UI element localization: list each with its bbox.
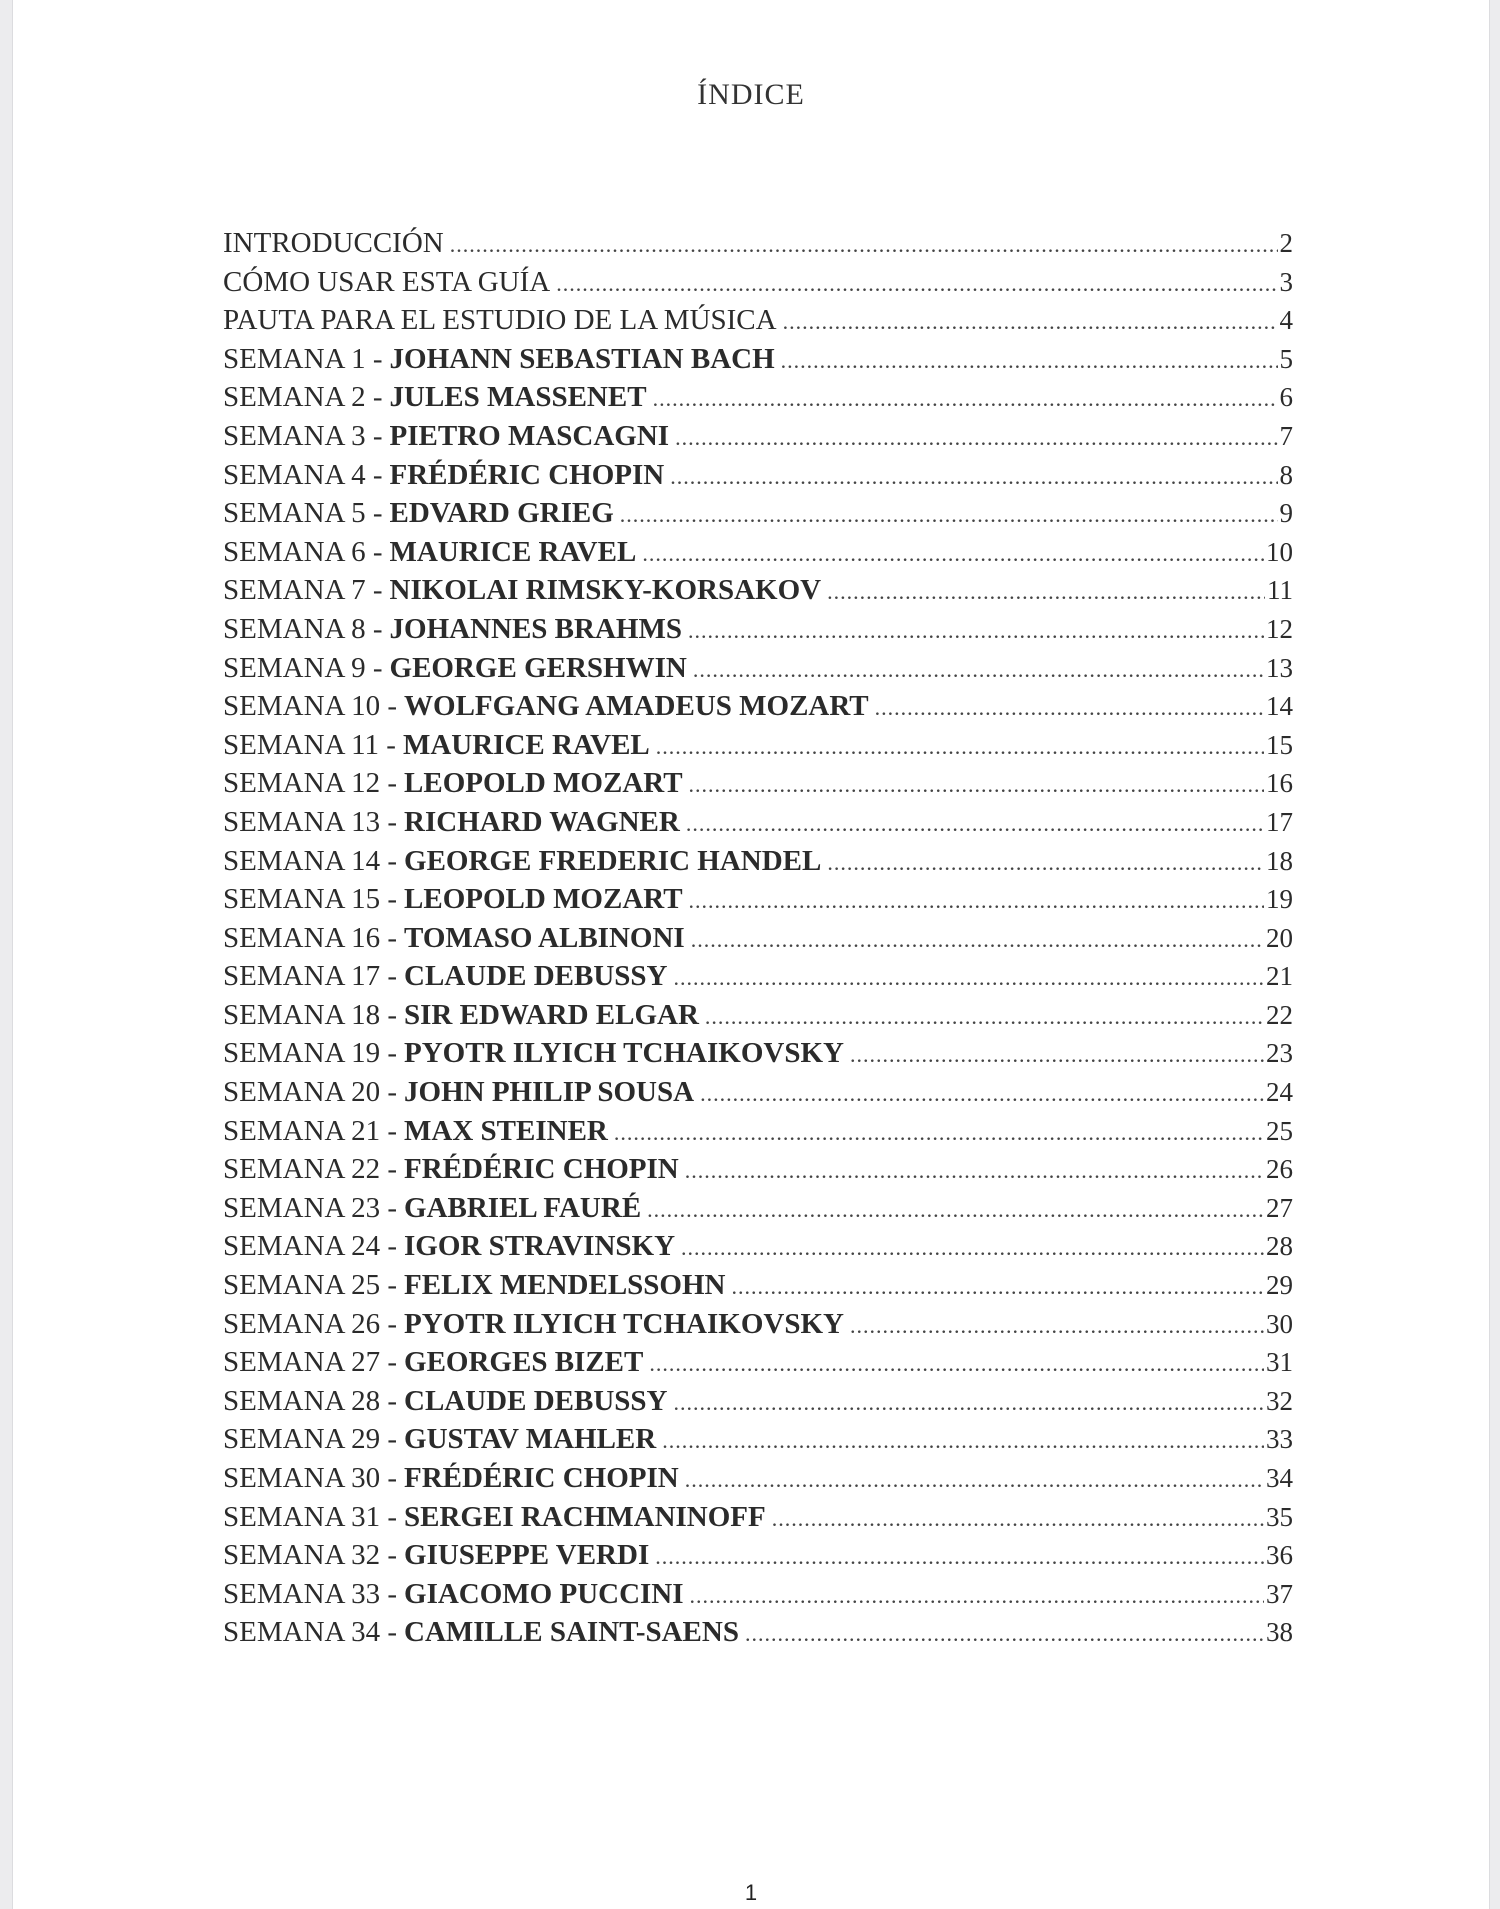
toc-entry-composer: CAMILLE SAINT-SAENS bbox=[404, 1616, 739, 1649]
toc-entry-composer: WOLFGANG AMADEUS MOZART bbox=[404, 690, 869, 723]
toc-entry-page: 10 bbox=[1266, 536, 1293, 567]
toc-entry-composer: JOHN PHILIP SOUSA bbox=[404, 1076, 695, 1109]
dot-leader bbox=[647, 1191, 1264, 1230]
toc-entry-composer: FELIX MENDELSSOHN bbox=[404, 1269, 726, 1302]
toc-entry-composer: MAURICE RAVEL bbox=[389, 535, 637, 568]
toc-entry-page: 17 bbox=[1266, 806, 1293, 837]
toc-entry[interactable] bbox=[223, 842, 1293, 881]
toc-entry[interactable] bbox=[223, 533, 1293, 572]
toc-entry-page: 27 bbox=[1266, 1192, 1293, 1223]
toc-entry-page: 31 bbox=[1266, 1347, 1293, 1378]
dot-leader bbox=[674, 1384, 1265, 1423]
page-number: 1 bbox=[744, 1880, 758, 1905]
toc-entry[interactable] bbox=[223, 456, 1293, 495]
toc-entry-label: SEMANA 21 - bbox=[223, 1114, 398, 1147]
toc-entry[interactable] bbox=[223, 340, 1293, 379]
toc-entry-label: SEMANA 7 - bbox=[223, 574, 383, 607]
toc-entry-page: 2 bbox=[1279, 228, 1293, 258]
toc-entry-label: SEMANA 8 - bbox=[223, 612, 383, 645]
toc-entry-page: 32 bbox=[1266, 1385, 1293, 1416]
toc-entry[interactable] bbox=[223, 764, 1293, 803]
toc-entry-page: 5 bbox=[1279, 343, 1293, 374]
toc-entry[interactable] bbox=[223, 996, 1293, 1035]
toc-entry-composer: FRÉDÉRIC CHOPIN bbox=[404, 1462, 679, 1494]
dot-leader bbox=[693, 651, 1264, 690]
toc-entry-page: 23 bbox=[1266, 1038, 1293, 1069]
toc-entry-composer: GIUSEPPE VERDI bbox=[404, 1539, 650, 1572]
toc-entry-composer: JOHANN SEBASTIAN BACH bbox=[389, 342, 775, 375]
toc-entry-page: 20 bbox=[1266, 922, 1293, 953]
toc-entry-composer: JOHANNES BRAHMS bbox=[389, 612, 682, 645]
toc-entry-label: INTRODUCCIÓN bbox=[223, 227, 444, 259]
dot-leader bbox=[670, 458, 1277, 497]
dot-leader bbox=[783, 303, 1278, 342]
dot-leader bbox=[700, 1075, 1264, 1114]
toc-entry-composer: TOMASO ALBINONI bbox=[404, 921, 685, 954]
toc-entry-composer: GEORGES BIZET bbox=[404, 1346, 644, 1379]
toc-entry-label: SEMANA 32 - bbox=[223, 1539, 398, 1572]
dot-leader bbox=[675, 419, 1277, 458]
toc-entry-label: SEMANA 19 - bbox=[223, 1037, 398, 1070]
dot-leader bbox=[681, 1229, 1264, 1268]
dot-leader bbox=[705, 998, 1264, 1037]
dot-leader bbox=[772, 1500, 1264, 1539]
toc-entry[interactable] bbox=[223, 1034, 1293, 1073]
toc-entry[interactable] bbox=[223, 1613, 1293, 1652]
toc-entry-label: SEMANA 20 - bbox=[223, 1076, 398, 1109]
toc-entry[interactable] bbox=[223, 1575, 1293, 1614]
toc-entry-composer: GEORGE GERSHWIN bbox=[389, 651, 687, 684]
toc-entry-composer: CLAUDE DEBUSSY bbox=[404, 960, 668, 993]
toc-entry-page: 18 bbox=[1266, 845, 1293, 876]
toc-entry-page: 16 bbox=[1266, 768, 1293, 799]
toc-entry[interactable] bbox=[223, 378, 1293, 417]
toc-entry-composer: FRÉDÉRIC CHOPIN bbox=[404, 1153, 679, 1186]
toc-entry-label: SEMANA 17 - bbox=[223, 960, 398, 993]
toc-entry-composer: NIKOLAI RIMSKY-KORSAKOV bbox=[389, 574, 822, 607]
toc-entry-composer: PYOTR ILYICH TCHAIKOVSKY bbox=[404, 1037, 844, 1070]
toc-entry-page: 7 bbox=[1279, 420, 1293, 451]
toc-entry-label: SEMANA 33 - bbox=[223, 1577, 398, 1610]
toc-entry-label: SEMANA 2 - bbox=[223, 381, 383, 414]
toc-entry-label: SEMANA 13 - bbox=[223, 805, 398, 838]
toc-entry-composer: EDVARD GRIEG bbox=[389, 497, 614, 530]
toc-entry-composer: MAX STEINER bbox=[404, 1114, 608, 1147]
toc-entry-label: SEMANA 29 - bbox=[223, 1423, 398, 1456]
toc-entry-page: 30 bbox=[1266, 1308, 1293, 1339]
toc-entry-label: SEMANA 3 - bbox=[223, 419, 383, 452]
toc-entry-composer: IGOR STRAVINSKY bbox=[404, 1230, 676, 1263]
dot-leader bbox=[690, 1577, 1264, 1616]
toc-entry-page: 8 bbox=[1279, 459, 1293, 490]
toc-entry-page: 22 bbox=[1266, 999, 1293, 1030]
toc-entry-label: SEMANA 28 - bbox=[223, 1384, 398, 1417]
toc-entry-label: SEMANA 22 - bbox=[223, 1153, 398, 1186]
toc-entry-label: CÓMO USAR ESTA GUÍA bbox=[223, 265, 551, 298]
toc-entry[interactable] bbox=[223, 957, 1293, 996]
toc-entry-label: SEMANA 23 - bbox=[223, 1191, 398, 1224]
toc-entry-label: SEMANA 1 - bbox=[223, 342, 383, 375]
toc-entry-composer: JULES MASSENET bbox=[389, 381, 647, 414]
toc-entry-composer: PIETRO MASCAGNI bbox=[389, 419, 670, 452]
toc-entry[interactable] bbox=[223, 726, 1293, 765]
toc-entry-page: 13 bbox=[1266, 652, 1293, 683]
dot-leader bbox=[685, 1461, 1264, 1500]
toc-entry-page: 6 bbox=[1279, 382, 1293, 413]
toc-entry-label: SEMANA 11 - bbox=[223, 728, 396, 761]
dot-leader bbox=[649, 1345, 1264, 1384]
toc-entry-label: SEMANA 5 - bbox=[223, 497, 383, 530]
toc-entry-page: 14 bbox=[1266, 691, 1293, 722]
toc-entry-page: 4 bbox=[1279, 305, 1293, 336]
toc-entry[interactable] bbox=[223, 1536, 1293, 1575]
toc-entry[interactable] bbox=[223, 1150, 1293, 1189]
toc-entry[interactable] bbox=[223, 263, 1293, 302]
toc-entry-page: 37 bbox=[1266, 1578, 1293, 1609]
toc-entry[interactable] bbox=[223, 1266, 1293, 1305]
toc-entry-composer: SERGEI RACHMANINOFF bbox=[404, 1500, 766, 1533]
dot-leader bbox=[850, 1036, 1264, 1075]
toc-entry-composer: PYOTR ILYICH TCHAIKOVSKY bbox=[404, 1307, 844, 1340]
toc-entry[interactable] bbox=[223, 571, 1293, 610]
dot-leader bbox=[450, 226, 1278, 265]
dot-leader bbox=[827, 844, 1264, 883]
toc-entry[interactable] bbox=[223, 224, 1293, 263]
dot-leader bbox=[620, 496, 1278, 535]
toc-entry[interactable] bbox=[223, 803, 1293, 842]
toc-entry[interactable] bbox=[223, 1343, 1293, 1382]
dot-leader bbox=[674, 959, 1265, 998]
toc-entry-label: SEMANA 30 - bbox=[223, 1462, 398, 1494]
toc-entry[interactable] bbox=[223, 1227, 1293, 1266]
toc-entry-page: 19 bbox=[1266, 884, 1293, 915]
toc-entry[interactable] bbox=[223, 687, 1293, 726]
dot-leader bbox=[662, 1422, 1264, 1461]
toc-entry-composer: GUSTAV MAHLER bbox=[404, 1423, 657, 1456]
toc-entry[interactable] bbox=[223, 1073, 1293, 1112]
toc-entry-composer: MAURICE RAVEL bbox=[402, 728, 650, 761]
toc-entry[interactable] bbox=[223, 1459, 1293, 1498]
toc-entry-composer: LEOPOLD MOZART bbox=[404, 883, 683, 916]
toc-entry[interactable] bbox=[223, 1305, 1293, 1344]
toc-entry-label: SEMANA 18 - bbox=[223, 998, 398, 1031]
toc-entry-label: SEMANA 10 - bbox=[223, 690, 398, 723]
toc-entry-label: SEMANA 24 - bbox=[223, 1230, 398, 1263]
toc-entry-page: 12 bbox=[1266, 613, 1293, 644]
toc-entry-page: 3 bbox=[1279, 266, 1293, 297]
dot-leader bbox=[556, 265, 1277, 304]
dot-leader bbox=[686, 805, 1264, 844]
toc-entry-page: 24 bbox=[1266, 1077, 1293, 1108]
toc-entry[interactable] bbox=[223, 1498, 1293, 1537]
toc-entry[interactable] bbox=[223, 494, 1293, 533]
page-title: ÍNDICE bbox=[697, 78, 805, 111]
dot-leader bbox=[875, 689, 1264, 728]
toc-entry-composer: GEORGE FREDERIC HANDEL bbox=[404, 844, 822, 877]
dot-leader bbox=[691, 921, 1264, 960]
toc-entry[interactable] bbox=[223, 919, 1293, 958]
dot-leader bbox=[689, 882, 1264, 921]
toc-entry-page: 9 bbox=[1279, 498, 1293, 529]
dot-leader bbox=[745, 1615, 1264, 1654]
toc-entry-page: 29 bbox=[1266, 1270, 1293, 1301]
toc-entry-label: SEMANA 9 - bbox=[223, 651, 383, 684]
toc-entry-page: 25 bbox=[1266, 1115, 1293, 1146]
toc-entry-label: SEMANA 12 - bbox=[223, 767, 398, 800]
toc-entry-composer: GABRIEL FAURÉ bbox=[404, 1191, 642, 1224]
dot-leader bbox=[689, 766, 1264, 805]
toc-entry-composer: CLAUDE DEBUSSY bbox=[404, 1384, 668, 1417]
toc-entry-composer: FRÉDÉRIC CHOPIN bbox=[389, 458, 665, 491]
table-of-contents bbox=[223, 224, 1293, 1652]
toc-entry[interactable] bbox=[223, 1189, 1293, 1228]
toc-entry[interactable] bbox=[223, 417, 1293, 456]
toc-entry-label: SEMANA 27 - bbox=[223, 1346, 398, 1379]
toc-entry[interactable] bbox=[223, 301, 1293, 340]
toc-entry-label: SEMANA 4 - bbox=[223, 458, 383, 491]
toc-entry-page: 21 bbox=[1266, 961, 1293, 992]
toc-entry-label: SEMANA 34 - bbox=[223, 1616, 398, 1649]
toc-entry-page: 11 bbox=[1267, 575, 1293, 606]
dot-leader bbox=[688, 612, 1264, 651]
toc-entry-label: SEMANA 14 - bbox=[223, 844, 398, 877]
toc-entry-label: SEMANA 15 - bbox=[223, 883, 398, 916]
dot-leader bbox=[685, 1152, 1264, 1191]
toc-entry-page: 35 bbox=[1266, 1501, 1293, 1532]
toc-entry-label: SEMANA 16 - bbox=[223, 921, 398, 954]
toc-entry[interactable] bbox=[223, 1112, 1293, 1151]
dot-leader bbox=[656, 728, 1264, 767]
toc-entry-composer: LEOPOLD MOZART bbox=[404, 767, 683, 800]
toc-entry[interactable] bbox=[223, 1420, 1293, 1459]
toc-entry-label: PAUTA PARA EL ESTUDIO DE LA MÚSICA bbox=[223, 304, 777, 337]
toc-entry-label: SEMANA 31 - bbox=[223, 1500, 398, 1533]
dot-leader bbox=[827, 573, 1265, 612]
dot-leader bbox=[732, 1268, 1265, 1307]
toc-entry-composer: RICHARD WAGNER bbox=[404, 805, 680, 838]
toc-entry[interactable] bbox=[223, 1382, 1293, 1421]
toc-entry-label: SEMANA 26 - bbox=[223, 1307, 398, 1340]
toc-entry-composer: SIR EDWARD ELGAR bbox=[404, 998, 699, 1031]
dot-leader bbox=[642, 535, 1264, 574]
toc-entry-page: 34 bbox=[1266, 1463, 1293, 1493]
dot-leader bbox=[781, 342, 1278, 381]
toc-entry-page: 36 bbox=[1266, 1540, 1293, 1571]
toc-entry[interactable] bbox=[223, 610, 1293, 649]
toc-entry[interactable] bbox=[223, 880, 1293, 919]
dot-leader bbox=[653, 380, 1278, 419]
toc-entry-composer: GIACOMO PUCCINI bbox=[404, 1577, 684, 1610]
toc-entry-label: SEMANA 6 - bbox=[223, 535, 383, 568]
toc-entry-page: 26 bbox=[1266, 1154, 1293, 1185]
toc-entry-page: 33 bbox=[1266, 1424, 1293, 1455]
dot-leader bbox=[850, 1307, 1264, 1346]
toc-entry[interactable] bbox=[223, 649, 1293, 688]
toc-entry-page: 28 bbox=[1266, 1231, 1293, 1262]
dot-leader bbox=[655, 1538, 1264, 1577]
toc-entry-page: 38 bbox=[1266, 1617, 1293, 1648]
toc-entry-label: SEMANA 25 - bbox=[223, 1269, 398, 1302]
toc-entry-page: 15 bbox=[1266, 729, 1293, 760]
document-page bbox=[12, 0, 1490, 1909]
dot-leader bbox=[614, 1114, 1264, 1153]
